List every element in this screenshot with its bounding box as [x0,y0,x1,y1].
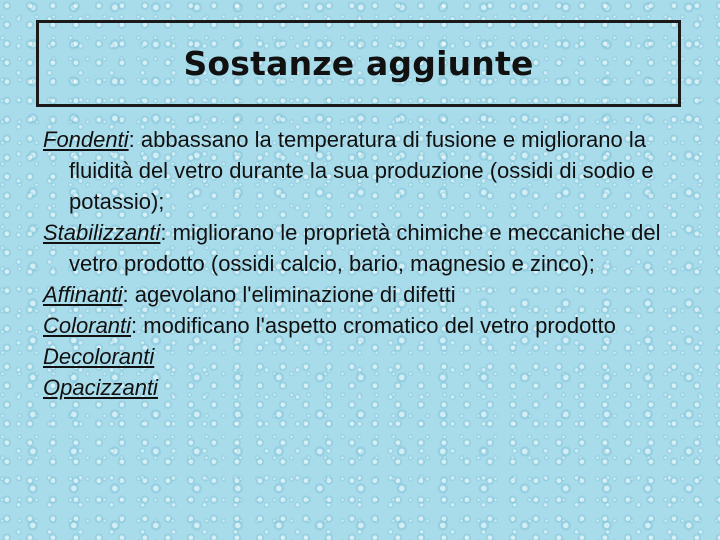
slide-body [43,124,693,403]
term-affinanti: Affinanti [43,282,123,307]
list-item-opacizzanti [43,372,693,403]
desc-coloranti: : modificano l'aspetto cromatico del vetro prodotto [131,313,616,338]
list-item-fondenti [43,124,693,217]
term-stabilizzanti: Stabilizzanti [43,220,161,245]
term-decoloranti: Decoloranti [43,344,155,369]
list-item-coloranti [43,310,693,341]
desc-affinanti: : agevolano l'eliminazione di difetti [122,282,456,307]
desc-fondenti: : abbassano la temperatura di fusione e migliorano la fluidità del vetro durante la sua produzione (ossidi di sodio e potassio); [69,127,654,214]
term-fondenti: Fondenti [43,127,129,152]
list-item-decoloranti [43,341,693,372]
slide-title: Sostanze aggiunte [183,44,534,83]
term-coloranti: Coloranti [43,313,132,338]
list-item-stabilizzanti [43,217,693,279]
title-box [36,20,681,107]
desc-stabilizzanti: : migliorano le proprietà chimiche e meccaniche del vetro prodotto (ossidi calcio, bario, magnesio e zinco); [69,220,661,276]
term-opacizzanti: Opacizzanti [43,375,158,400]
list-item-affinanti [43,279,693,310]
